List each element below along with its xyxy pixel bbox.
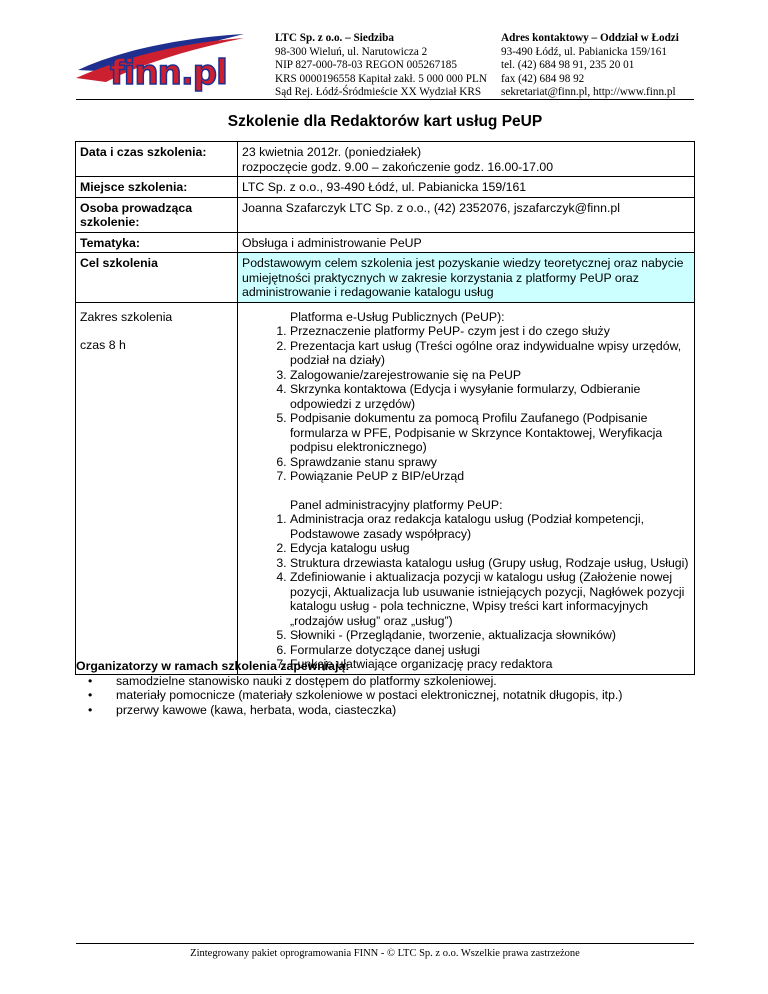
hq-title: LTC Sp. z o.o. – Siedziba <box>275 32 394 44</box>
date-value <box>238 142 695 177</box>
row-scope <box>76 302 695 674</box>
list-item <box>88 688 696 703</box>
contact-line: sekretariat@finn.pl, http://www.finn.pl <box>501 86 676 99</box>
footer-divider <box>76 943 694 944</box>
finn-logo <box>76 32 246 94</box>
scope-label-cell <box>76 302 238 674</box>
date-line: 23 kwietnia 2012r. (poniedziałek) <box>242 145 422 159</box>
trainer-label: Osoba prowadząca szkolenie: <box>76 197 238 232</box>
list-item: 7. Powiązanie PeUP z BIP/eUrząd <box>290 469 690 484</box>
list-item: 6. Formularze dotyczące danej usługi <box>290 643 690 658</box>
section-admin-title: Panel administracyjny platformy PeUP: <box>290 497 503 512</box>
list-item: 7. Funkcje ułatwiające organizację pracy redaktora <box>290 657 690 672</box>
organizers-title: Organizatorzy w ramach szkolenia zapewniają: <box>76 659 350 673</box>
hq-line: NIP 827-000-78-03 REGON 005267185 <box>275 59 457 72</box>
time-line: rozpoczęcie godz. 9.00 – zakończenie godz. 16.00-17.00 <box>242 159 554 174</box>
scope-value <box>238 302 695 674</box>
logo-text: finn.pl <box>110 53 227 93</box>
list-item: 1. Przeznaczenie platformy PeUP- czym jest i do czego służy <box>290 324 690 339</box>
trainer-value: Joanna Szafarczyk LTC Sp. z o.o., (42) 2352076, jszafarczyk@finn.pl <box>238 197 695 232</box>
list-item: 5. Słowniki - (Przeglądanie, tworzenie, aktualizacja słowników) <box>290 628 690 643</box>
list-item: 3. Struktura drzewiasta katalogu usług (Grupy usług, Rodzaje usług, Usługi) <box>290 556 690 571</box>
list-item-text: przerwy kawowe (kawa, herbata, woda, ciasteczka) <box>116 702 397 717</box>
row-goal <box>76 253 695 303</box>
contact-address <box>501 32 679 100</box>
list-item <box>88 673 696 689</box>
row-date <box>76 142 695 177</box>
contact-line: 93-490 Łódź, ul. Pabianicka 159/161 <box>501 45 667 58</box>
goal-label: Cel szkolenia <box>76 253 238 303</box>
list-item: 4. Skrzynka kontaktowa (Edycja i wysyłanie formularzy, Odbieranie odpowiedzi z urzędów) <box>290 382 690 411</box>
row-trainer <box>76 197 695 232</box>
list-item <box>88 702 696 718</box>
scope-label: Zakres szkolenia <box>80 309 173 324</box>
platform-topics-list <box>242 324 690 484</box>
contact-line: tel. (42) 684 98 91, 235 20 01 <box>501 59 635 72</box>
list-item: 2. Edycja katalogu usług <box>290 541 690 556</box>
hq-line: Sąd Rej. Łódź-Śródmieście XX Wydział KRS <box>275 86 482 99</box>
row-topic <box>76 232 695 253</box>
document-title: Szkolenie dla Redaktorów kart usług PeUP <box>227 113 543 130</box>
bullet-icon: • <box>88 688 93 702</box>
duration-label: czas 8 h <box>80 338 126 352</box>
organizers-section <box>76 659 696 717</box>
header-divider <box>76 99 694 100</box>
list-item: 5. Podpisanie dokumentu za pomocą Profilu Zaufanego (Podpisanie formularza w PFE, Podpisanie w Skrzynce Kontaktowej, Weryfikacja podpisu elektronicznego) <box>290 411 690 455</box>
contact-title: Adres kontaktowy – Oddział w Łodzi <box>501 32 679 44</box>
row-place <box>76 177 695 198</box>
topic-value: Obsługa i administrowanie PeUP <box>238 232 695 253</box>
organizers-list <box>76 674 696 718</box>
bullet-icon: • <box>88 673 93 688</box>
admin-topics-list <box>242 512 690 672</box>
training-info-table <box>75 141 695 675</box>
hq-line: KRS 0000196558 Kapitał zakł. 5 000 000 PLN <box>275 72 487 85</box>
list-item: 3. Zalogowanie/zarejestrowanie się na PeUP <box>290 368 690 383</box>
list-item: 4. Zdefiniowanie i aktualizacja pozycji w katalogu usług (Założenie nowej pozycji, Aktualizacja lub usuwanie istniejących pozycji, Nagłówek pozycji katalogu usług - pola techniczne, Wpisy treści kart informacyjnych „rodzajów usług” oraz „usług”) <box>290 570 690 628</box>
bullet-icon: • <box>88 702 93 717</box>
list-item: 6. Sprawdzanie stanu sprawy <box>290 455 690 470</box>
list-item-text: materiały pomocnicze (materiały szkoleniowe w postaci elektronicznej, notatnik długopis, itp.) <box>116 688 623 702</box>
footer-text: Zintegrowany pakiet oprogramowania FINN - © LTC Sp. z o.o. Wszelkie prawa zastrzeżone <box>190 948 580 959</box>
goal-value: Podstawowym celem szkolenia jest pozyskanie wiedzy teoretycznej oraz nabycie umiejętności praktycznych w zakresie korzystania z platformy PeUP oraz administrowanie i redagowanie katalogu usług <box>238 253 695 303</box>
list-item-text: samodzielne stanowisko nauki z dostępem do platformy szkoleniowej. <box>116 673 497 688</box>
place-label: Miejsce szkolenia: <box>76 177 238 198</box>
headquarters-address <box>275 32 487 100</box>
place-value: LTC Sp. z o.o., 93-490 Łódź, ul. Pabianicka 159/161 <box>238 177 695 198</box>
section-platform-title: Platforma e-Usług Publicznych (PeUP): <box>290 309 505 324</box>
list-item: 1. Administracja oraz redakcja katalogu usług (Podział kompetencji, Podstawowe zasady współpracy) <box>290 512 690 541</box>
contact-line: fax (42) 684 98 92 <box>501 72 585 85</box>
date-label: Data i czas szkolenia: <box>76 142 238 177</box>
list-item: 2. Prezentacja kart usług (Treści ogólne oraz indywidualne wpisy urzędów, podział na działy) <box>290 339 690 368</box>
topic-label: Tematyka: <box>76 232 238 253</box>
hq-line: 98-300 Wieluń, ul. Narutowicza 2 <box>275 45 428 58</box>
